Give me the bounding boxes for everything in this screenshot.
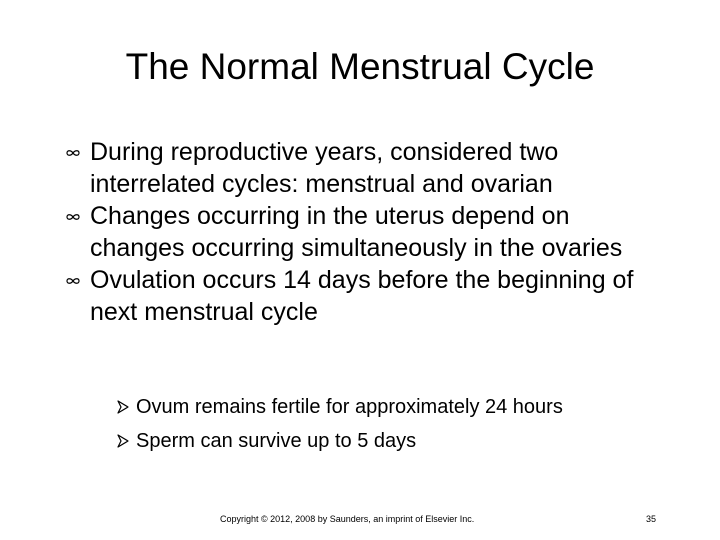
arrow-bullet-icon — [116, 400, 130, 414]
bullet-list — [64, 136, 654, 328]
sub-bullet-text: Sperm can survive up to 5 days — [136, 430, 417, 452]
bullet-item — [64, 200, 654, 264]
sub-bullet-item — [116, 424, 676, 458]
footer-copyright: Copyright © 2012, 2008 by Saunders, an imprint of Elsevier Inc. — [220, 514, 475, 524]
sub-bullet-list — [116, 390, 676, 458]
infinity-bullet-icon — [64, 136, 84, 168]
bullet-item — [64, 264, 654, 328]
bullet-item — [64, 136, 654, 200]
infinity-bullet-icon — [64, 200, 84, 232]
sub-bullet-item — [116, 390, 676, 424]
bullet-text: During reproductive years, considered two interrelated cycles: menstrual and ovarian — [90, 138, 559, 198]
bullet-text: Ovulation occurs 14 days before the beginning of next menstrual cycle — [90, 266, 634, 326]
arrow-bullet-icon — [116, 434, 130, 448]
infinity-bullet-icon — [64, 264, 84, 296]
page-number: 35 — [646, 514, 657, 524]
sub-bullet-text: Ovum remains fertile for approximately 24 hours — [136, 396, 563, 418]
bullet-text: Changes occurring in the uterus depend on changes occurring simultaneously in the ovaries — [90, 202, 623, 262]
slide-title: The Normal Menstrual Cycle — [125, 46, 595, 87]
